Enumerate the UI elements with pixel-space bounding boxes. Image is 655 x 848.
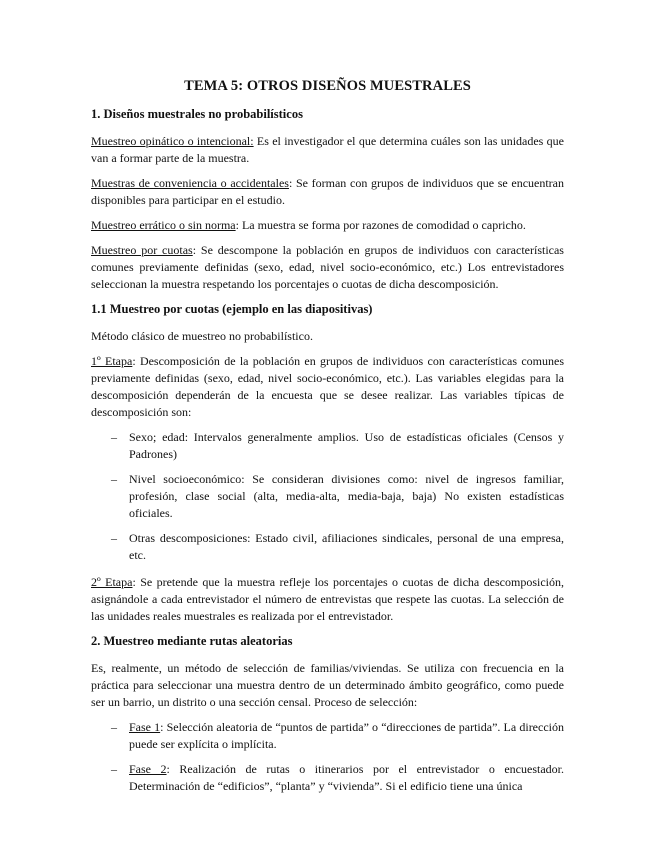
list-item [91,429,564,463]
etapa-2-label: 2º Etapa [91,575,133,589]
section-1-1-heading: 1.1 Muestreo por cuotas (ejemplo en las diapositivas) [91,302,373,316]
list-item [91,761,564,795]
section-1-heading: 1. Diseños muestrales no probabilísticos [91,107,303,121]
dash-bullet-icon: – [111,472,117,486]
list-item-text: Sexo; edad: Intervalos generalmente amplios. Uso de estadísticas oficiales (Censos y Padrones) [129,430,564,461]
fase-2-label: Fase 2 [129,762,167,776]
fase-2-text: : Realización de rutas o itinerarios por el entrevistador o encuestador. Determinación de “edificios”, “planta” y “vivienda”. Si el edificio tiene una única [129,762,565,793]
section-2-intro: Es, realmente, un método de selección de familias/viviendas. Se utiliza con frecuencia en la práctica para seleccionar una muestra dentro de un determinado ámbito geográfico, como puede ser un barrio, un distrito o una sección censal. Proceso de selección: [91,661,564,709]
fase-1-label: Fase 1 [129,720,161,734]
term-text: : Se forman con grupos de individuos que se encuentran disponibles para participar en el estudio. [91,176,565,207]
definition-muestreo-opinatico [91,133,564,167]
list-item [91,530,564,564]
dash-bullet-icon: – [111,531,117,545]
list-item-text: Otras descomposiciones: Estado civil, afiliaciones sindicales, personal de una empresa, etc. [129,531,564,562]
etapa-2-text: : Se pretende que la muestra refleje los porcentajes o cuotas de dicha descomposición, asignándole a cada entrevistador el número de entrevistas que respete las cuotas. La selección de las unidades reales muestrales es realizada por el entrevistador. [91,575,564,623]
term-label: Muestreo opinático o intencional: [91,134,254,148]
term-label: Muestras de conveniencia o accidentales [91,176,289,190]
etapa-1-label: 1º Etapa [91,354,133,368]
etapa-2-paragraph [91,574,564,625]
list-item [91,471,564,522]
document-body [91,76,564,805]
fases-list [91,719,564,795]
definition-muestreo-cuotas [91,242,564,293]
list-item-text: Nivel socioeconómico: Se consideran divisiones como: nivel de ingresos familiar, profesión, clase social (alta, media-alta, media-baja, baja) No existen estadísticas oficiales. [129,472,564,520]
section-1-1-intro: Método clásico de muestreo no probabilístico. [91,329,313,343]
document-title: TEMA 5: OTROS DISEÑOS MUESTRALES [184,78,471,94]
term-label: Muestreo errático o sin norma [91,218,236,232]
term-label: Muestreo por cuotas [91,243,193,257]
section-2-heading: 2. Muestreo mediante rutas aleatorias [91,634,293,648]
dash-bullet-icon: – [111,720,117,734]
definition-muestreo-erratico [91,217,564,234]
term-text: Es el investigador el que determina cuáles son las unidades que van a formar parte de la muestra. [91,134,565,165]
etapa-1-text: : Descomposición de la población en grupos de individuos con características comunes previamente definidas (sexo, edad, nivel socio-económico, etc.). Las variables elegidas para la descomposición dependerán de la encuesta que se desee realizar. Las variables típicas de descomposición son: [91,354,564,419]
dash-bullet-icon: – [111,430,117,444]
fase-1-text: : Selección aleatoria de “puntos de partida” o “direcciones de partida”. La dirección puede ser explícita o implícita. [129,720,564,751]
term-text: : La muestra se forma por razones de comodidad o capricho. [235,218,526,232]
list-item [91,719,564,753]
dash-bullet-icon: – [111,762,117,776]
etapa-1-paragraph [91,353,564,421]
descomposicion-list [91,429,564,564]
definition-muestras-conveniencia [91,175,564,209]
term-text: : Se descompone la población en grupos de individuos con características comunes previamente definidas (sexo, edad, nivel socio-económico, etc.) Los entrevistadores seleccionan la muestra respetando los porcentajes o cuotas de dicha descomposición. [91,243,564,291]
